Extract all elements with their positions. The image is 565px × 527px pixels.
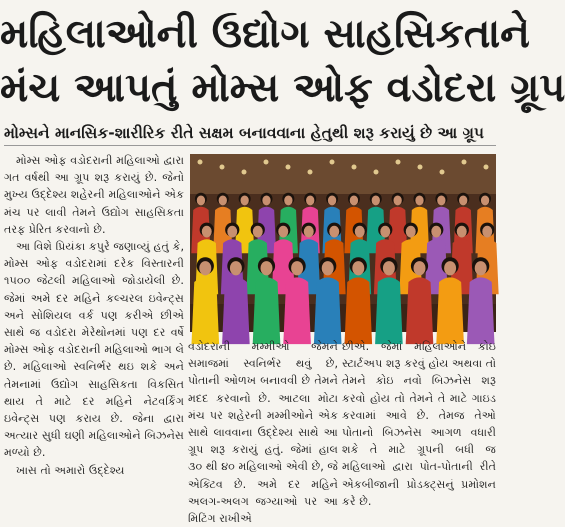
paragraph: છીએ. જેમાં મહિલાઓને કોઇ સ્ટાર્ટઅપ શરૂ કરવું હોય અથવા તો તેમને કોઇ નવો બિઝનેસ શરૂ કરવો હોય તો તેમને તે માટે ગાઇડ કરવામાં આવે છે. તેમજ તેઓ પોતાનો બિઝનેસ આગળ વધારી શકે તે માટે ગ્રૂપની બધી જ મહિલાઓ દ્વારા પોત-પોતાની રીતે એકબીજાની પ્રોડક્ટ્સનું પ્રમોશન કરે છે. [342,340,496,508]
group-photo [190,154,496,332]
paragraph: મોમ્સ ઓફ વડોદરાની મહિલાઓ દ્વારા ગત વર્ષથી આ ગ્રૂપ શરૂ કરાયું છે. જેનો મુખ્ય ઉદ્દેશ્ય શહેરની મહિલાઓને એક મંચ પર લાવી તેમને ઉદ્યોગ સાહસિકતા તરફ પ્રેરિત કરવાનો છે. [4,154,184,236]
subheadline: મોમ્સને માનસિક-શારીરિક રીતે સક્ષમ બનાવવાના હેતુથી શરૂ કરાયું છે આ ગ્રૂપ [4,124,484,142]
article-column-3 [342,338,496,508]
paragraph: ખાસ તો અમારો ઉદ્દેશ્ય [16,463,125,477]
headline-line-2: મંચ આપતું મોમ્સ ઓફ વડોદરા ગ્રૂપ [0,65,565,111]
article-column-1 [4,152,184,498]
paragraph: વડોદરાની મમ્મીઓ જેમને સમાજમાં સ્વનિર્ભર થવું છે, પોતાની ઓળખ બનાવવી છે તેમને મદદ કરવાનો છે. આટલા મોટા મંચ પર શહેરની મમ્મીઓને એક સાથે લાવવાના ઉદ્દેશ્ય સાથે આ ગ્રૂપ શરૂ કરાયું હતું. જેમાં હાલ ૩૦ થી ૪૦ મહિલાઓ એવી છે, જે એક્ટિવ છે. અમે દર મહિને અલગ-અલગ જગ્યાઓ પર આ મિટિંગ રાખીએ [188,340,338,526]
group-photo-image [190,154,496,332]
divider [4,145,496,146]
article-column-2 [188,338,338,526]
paragraph: આ વિશે પ્રિયંકા કપુરે જણાવ્યું હતું કે, મોમ્સ ઓફ વડોદરામાં દરેક વિસ્તારની ૧૫૦૦ જેટલી મહિલાઓ જોડાયેલી છે. જેમાં અમે દર મહિને કલ્ચરલ ઇવેન્ટ્સ અને સોશિયલ વર્ક પણ કરીએ છીએ સાથે જ વડોદરા મેરેથોનમાં પણ દર વર્ષે મોમ્સ ઓફ વડોદરાની મહિલાઓ ભાગ લે છે. મહિલાઓ સ્વનિર્ભર થઇ શકે અને તેમનામાં ઉદ્યોગ સાહસિકતા વિકસિત થાય તે માટે દર મહિને નેટવર્કિંગ ઇવેન્ટ્સ પણ કરાય છે. જેના દ્વારા અત્યાર સુધી ઘણી મહિલાઓને બિઝનેસ મળ્યો છે. [4,240,184,460]
headline-line-1: મહિલાઓની ઉદ્યોગ સાહસિકતાને [0,11,530,57]
